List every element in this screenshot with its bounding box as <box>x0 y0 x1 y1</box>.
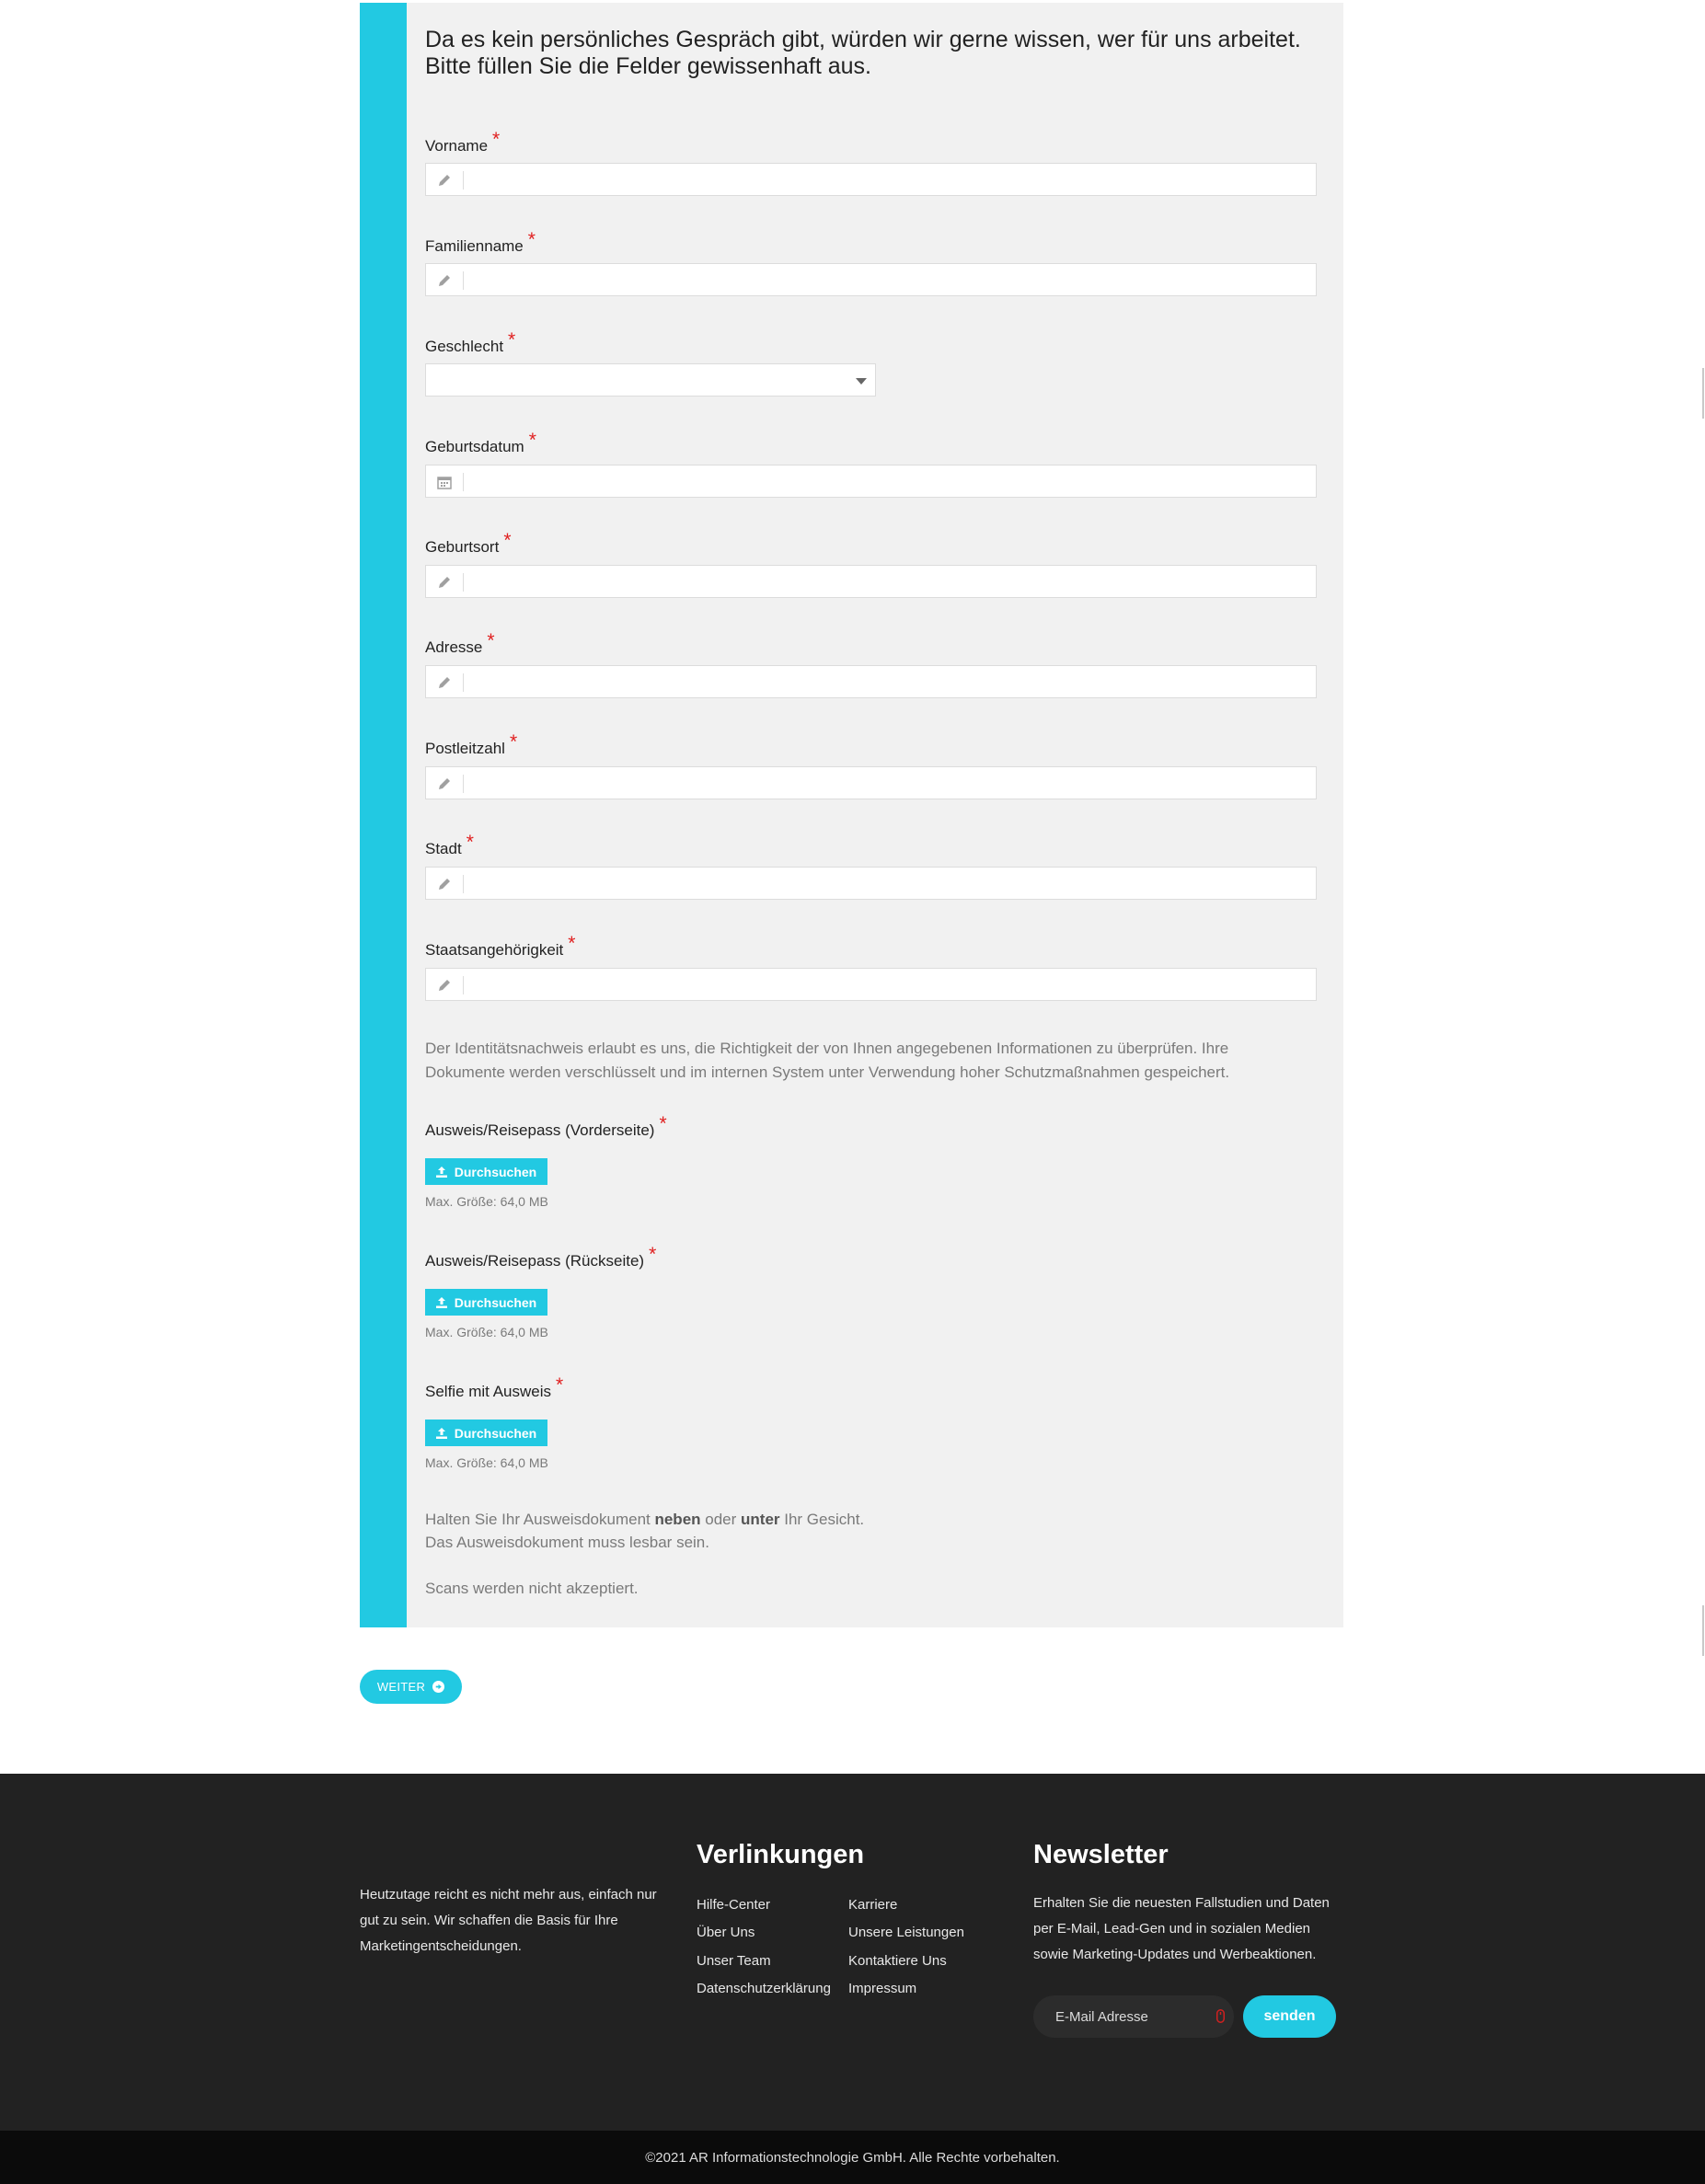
label-geburtsdatum <box>425 430 536 457</box>
field-label-text: Selfie mit Ausweis <box>425 1383 551 1400</box>
staatsangehoerigkeit-input[interactable] <box>425 968 1317 1001</box>
label-adresse <box>425 630 495 658</box>
geburtsdatum-input[interactable] <box>425 465 1317 498</box>
geburtsort-input[interactable] <box>425 565 1317 598</box>
pencil-icon <box>437 173 452 188</box>
input-separator <box>463 875 464 893</box>
hint-emphasis: unter <box>741 1511 780 1528</box>
calendar-icon <box>437 475 452 489</box>
upload-selfie-button[interactable] <box>425 1420 547 1446</box>
footer-link-kontaktiere-uns[interactable]: Kontaktiere Uns <box>848 1953 947 1969</box>
identity-info-text: Der Identitätsnachweis erlaubt es uns, die Richtigkeit der von Ihnen angegebenen Informationen zu überprüfen. Ihre Dokumente werden verschlüsselt und im internen System unter Verwendung hoher Schutzmaßnahmen gespeichert. <box>425 1040 1230 1081</box>
weiter-button[interactable] <box>360 1670 462 1704</box>
pencil-icon <box>437 575 452 590</box>
field-label-text: Geschlecht <box>425 338 504 355</box>
field-label-text: Postleitzahl <box>425 740 505 757</box>
input-separator <box>463 673 464 692</box>
required-asterisk: * <box>509 731 518 753</box>
accent-bar <box>360 3 407 1627</box>
field-label-text: Ausweis/Reisepass (Vorderseite) <box>425 1121 655 1139</box>
input-separator <box>463 775 464 793</box>
required-asterisk: * <box>492 129 501 150</box>
input-separator <box>463 976 464 994</box>
adresse-input[interactable] <box>425 665 1317 698</box>
application-form-card <box>360 3 1343 1627</box>
newsletter-send-button[interactable]: senden <box>1243 1995 1336 2038</box>
field-label-text: Adresse <box>425 638 483 656</box>
scroll-indicator-top <box>1702 368 1704 419</box>
field-label-text: Stadt <box>425 840 462 857</box>
required-asterisk: * <box>556 1374 564 1396</box>
field-label-text: Ausweis/Reisepass (Rückseite) <box>425 1252 645 1270</box>
pencil-icon <box>437 776 452 791</box>
input-separator <box>463 271 464 290</box>
max-size-text: Max. Größe: 64,0 MB <box>425 1194 548 1209</box>
required-asterisk: * <box>508 329 516 351</box>
readability-hint: Das Ausweisdokument muss lesbar sein. <box>425 1534 709 1551</box>
pencil-icon <box>437 273 452 288</box>
upload-button-label: Durchsuchen <box>454 1425 537 1441</box>
label-selfie-mit-ausweis <box>425 1374 564 1402</box>
hint-text: oder <box>700 1511 742 1528</box>
footer-link-hilfe-center[interactable]: Hilfe-Center <box>697 1897 771 1913</box>
hint-text: Halten Sie Ihr Ausweisdokument <box>425 1511 655 1528</box>
max-size-text: Max. Größe: 64,0 MB <box>425 1455 548 1470</box>
hint-emphasis: neben <box>654 1511 701 1528</box>
geschlecht-select[interactable] <box>425 363 876 397</box>
required-asterisk: * <box>659 1113 667 1134</box>
footer-tagline: Heutzutage reicht es nicht mehr aus, einfach nur gut zu sein. Wir schaffen die Basis für Ihre Marketingentscheidungen. <box>360 1887 657 1954</box>
footer-link-unser-team[interactable]: Unser Team <box>697 1953 771 1969</box>
input-separator <box>463 573 464 592</box>
upload-icon <box>436 1428 447 1439</box>
input-separator <box>463 171 464 190</box>
footer <box>0 1774 1705 2131</box>
label-vorname <box>425 129 501 156</box>
field-label-text: Geburtsdatum <box>425 438 524 455</box>
label-familienname <box>425 229 536 257</box>
required-asterisk: * <box>503 530 512 551</box>
upload-ausweis-rueckseite-button[interactable] <box>425 1289 547 1316</box>
newsletter-email-input[interactable] <box>1033 1995 1234 2038</box>
upload-ausweis-vorderseite-button[interactable] <box>425 1158 547 1185</box>
mouse-icon <box>1216 2009 1225 2023</box>
footer-links-heading: Verlinkungen <box>697 1840 865 1869</box>
copyright-bar <box>0 2131 1705 2184</box>
field-label-text: Geburtsort <box>425 538 500 556</box>
scans-hint: Scans werden nicht akzeptiert. <box>425 1580 639 1597</box>
postleitzahl-input[interactable] <box>425 766 1317 799</box>
label-ausweis-rueckseite <box>425 1244 657 1271</box>
field-label-text: Vorname <box>425 137 489 155</box>
label-geburtsort <box>425 530 512 557</box>
selfie-hint <box>425 1508 864 1531</box>
field-label-text: Familienname <box>425 237 524 255</box>
footer-link-datenschutz[interactable]: Datenschutzerklärung <box>697 1981 831 1996</box>
copyright-text: ©2021 AR Informationstechnologie GmbH. Alle Rechte vorbehalten. <box>645 2150 1060 2166</box>
form-intro: Da es kein persönliches Gespräch gibt, würden wir gerne wissen, wer für uns arbeitet. Bitte füllen Sie die Felder gewissenhaft aus. <box>425 27 1301 79</box>
upload-icon <box>436 1297 447 1308</box>
scroll-indicator-mid <box>1702 1605 1704 1656</box>
stadt-input[interactable] <box>425 867 1317 900</box>
label-geschlecht <box>425 329 516 357</box>
field-label-text: Staatsangehörigkeit <box>425 941 564 959</box>
newsletter-heading: Newsletter <box>1033 1840 1169 1869</box>
familienname-input[interactable] <box>425 263 1317 296</box>
chevron-down-icon <box>856 378 867 385</box>
required-asterisk: * <box>466 832 474 853</box>
max-size-text: Max. Größe: 64,0 MB <box>425 1325 548 1339</box>
required-asterisk: * <box>487 630 495 651</box>
footer-link-karriere[interactable]: Karriere <box>848 1897 898 1913</box>
upload-button-label: Durchsuchen <box>454 1164 537 1179</box>
input-separator <box>463 473 464 491</box>
arrow-circle-right-icon <box>432 1681 444 1693</box>
vorname-input[interactable] <box>425 163 1317 196</box>
upload-button-label: Durchsuchen <box>454 1294 537 1310</box>
required-asterisk: * <box>528 430 536 451</box>
required-asterisk: * <box>649 1244 657 1265</box>
pencil-icon <box>437 675 452 690</box>
email-placeholder: E-Mail Adresse <box>1055 2008 1148 2025</box>
label-stadt <box>425 832 474 859</box>
footer-link-unsere-leistungen[interactable]: Unsere Leistungen <box>848 1925 964 1940</box>
label-postleitzahl <box>425 731 518 759</box>
label-ausweis-vorderseite <box>425 1113 667 1141</box>
pencil-icon <box>437 978 452 993</box>
required-asterisk: * <box>568 933 576 954</box>
upload-icon <box>436 1167 447 1178</box>
label-staatsangehoerigkeit <box>425 933 576 960</box>
pencil-icon <box>437 877 452 891</box>
footer-link-impressum[interactable]: Impressum <box>848 1981 917 1996</box>
newsletter-text: Erhalten Sie die neuesten Fallstudien und Daten per E-Mail, Lead-Gen und in sozialen Medien sowie Marketing-Updates und Werbeaktionen. <box>1033 1895 1330 1962</box>
weiter-button-label: WEITER <box>376 1680 426 1694</box>
hint-text: Ihr Gesicht. <box>779 1511 865 1528</box>
footer-link-ueber-uns[interactable]: Über Uns <box>697 1925 755 1940</box>
required-asterisk: * <box>527 229 536 250</box>
